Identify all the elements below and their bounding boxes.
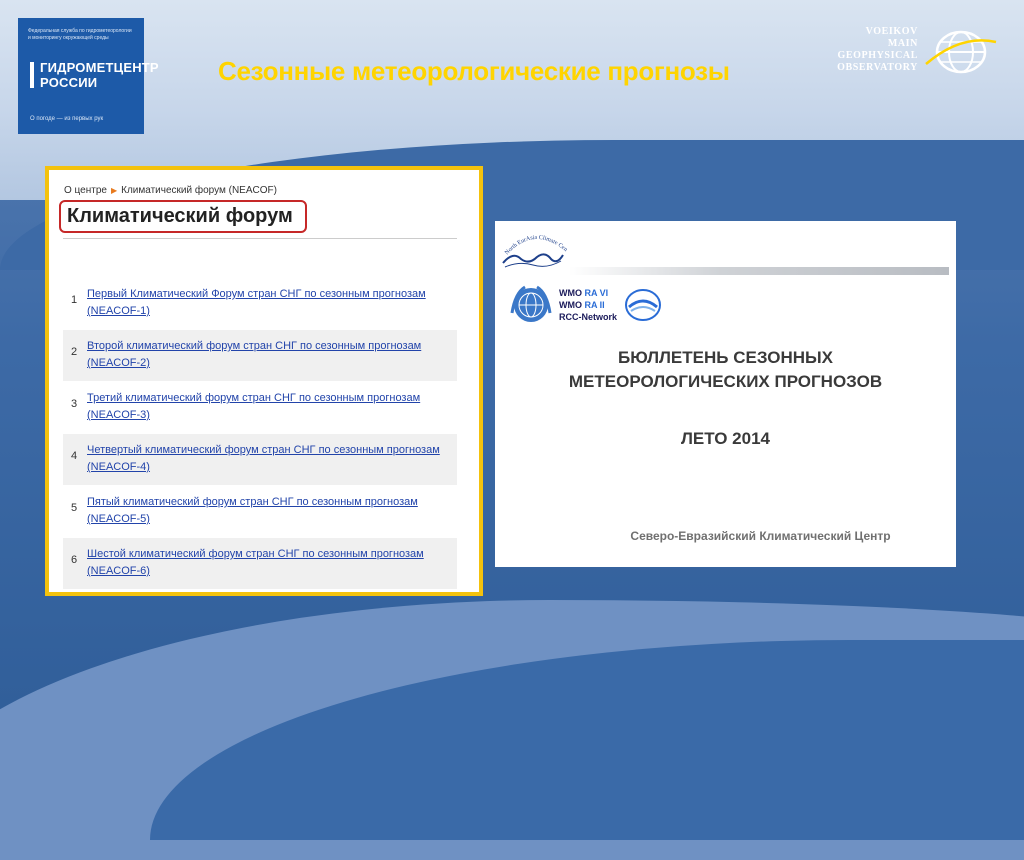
wmo-line-2-region: RA II (584, 300, 605, 310)
wmo-line-1-org: WMO (559, 288, 582, 298)
voeikov-line2: MAIN (887, 38, 918, 49)
list-item (63, 278, 457, 330)
voeikov-line1: VOEIKOV (865, 26, 918, 37)
wmo-line-1 (559, 287, 617, 299)
forum-number: 6 (71, 554, 78, 566)
bulletin-title-line1: БЮЛЛЕТЕНЬ СЕЗОННЫХ (617, 348, 834, 367)
bulletin-season: ЛЕТО 2014 (681, 429, 770, 448)
wmo-labels (559, 287, 617, 323)
wmo-emblem-icon (509, 283, 553, 329)
bulletin-title (495, 346, 956, 394)
list-item (63, 434, 457, 486)
gidromet-bar-mark (30, 62, 34, 88)
forum-link[interactable]: Шестой климатический форум стран СНГ по сезонным прогнозам (NEACOF-6) (87, 548, 424, 577)
voeikov-line3: GEOPHYSICAL (837, 50, 918, 61)
gidromet-name-line2: РОССИИ (40, 75, 98, 90)
gidromet-logo (18, 18, 159, 134)
forum-number: 3 (71, 398, 78, 410)
gidromet-slogan: О погоде — из первых рук (30, 116, 104, 122)
wmo-line-1-region: RA VI (584, 288, 609, 298)
forum-list (63, 278, 457, 590)
bulletin-cover (495, 221, 956, 567)
forum-link[interactable]: Пятый климатический форум стран СНГ по сезонным прогнозам (NEACOF-5) (87, 496, 418, 525)
gidromet-name-line1: ГИДРОМЕТЦЕНТР (40, 60, 159, 75)
wmo-line-2 (559, 299, 617, 311)
voeikov-logo-text (830, 26, 918, 74)
forum-number: 1 (71, 294, 78, 306)
heading-divider (63, 238, 457, 239)
voeikov-line4: OBSERVATORY (837, 62, 918, 73)
cover-divider (569, 267, 949, 275)
list-item (63, 486, 457, 538)
forum-number: 4 (71, 450, 78, 462)
breadcrumb (64, 185, 277, 196)
gidromet-agency-text: Федеральная служба по гидрометеорологии и мониторингу окружающей среды (28, 28, 132, 41)
forum-link[interactable]: Первый Климатический Форум стран СНГ по сезонным прогнозам (NEACOF-1) (87, 288, 426, 317)
breadcrumb-current: Климатический форум (NEACOF) (121, 185, 277, 196)
list-item (63, 330, 457, 382)
globe-icon (924, 24, 998, 80)
forum-link[interactable]: Четвертый климатический форум стран СНГ по сезонным прогнозам (NEACOF-4) (87, 444, 440, 473)
forum-number: 5 (71, 502, 78, 514)
roshydromet-emblem-icon (623, 287, 663, 323)
gidromet-name (40, 60, 159, 90)
forum-number: 2 (71, 346, 78, 358)
bulletin-title-line2: МЕТЕОРОЛОГИЧЕСКИХ ПРОГНОЗОВ (568, 372, 883, 391)
list-item (63, 382, 457, 434)
forum-website-screenshot (45, 166, 483, 596)
list-item (63, 538, 457, 590)
breadcrumb-home[interactable]: О центре (64, 185, 107, 196)
slide-title: Сезонные метеорологические прогнозы (218, 56, 730, 86)
neacc-logo-text: North EurAsia Climate Cen (504, 234, 569, 257)
breadcrumb-arrow-icon: ▶ (110, 186, 118, 195)
page-heading: Климатический форум (59, 200, 307, 233)
bulletin-center-name: Северо-Евразийский Климатический Центр (630, 529, 891, 543)
wmo-line-2-org: WMO (559, 300, 582, 310)
svg-text:North EurAsia Climate Centre (499, 225, 568, 256)
neacc-logo-icon (499, 225, 569, 271)
wmo-line-3: RCC-Network (559, 312, 618, 322)
forum-link[interactable]: Третий климатический форум стран СНГ по сезонным прогнозам (NEACOF-3) (87, 392, 421, 421)
forum-link[interactable]: Второй климатический форум стран СНГ по сезонным прогнозам (NEACOF-2) (87, 340, 422, 369)
